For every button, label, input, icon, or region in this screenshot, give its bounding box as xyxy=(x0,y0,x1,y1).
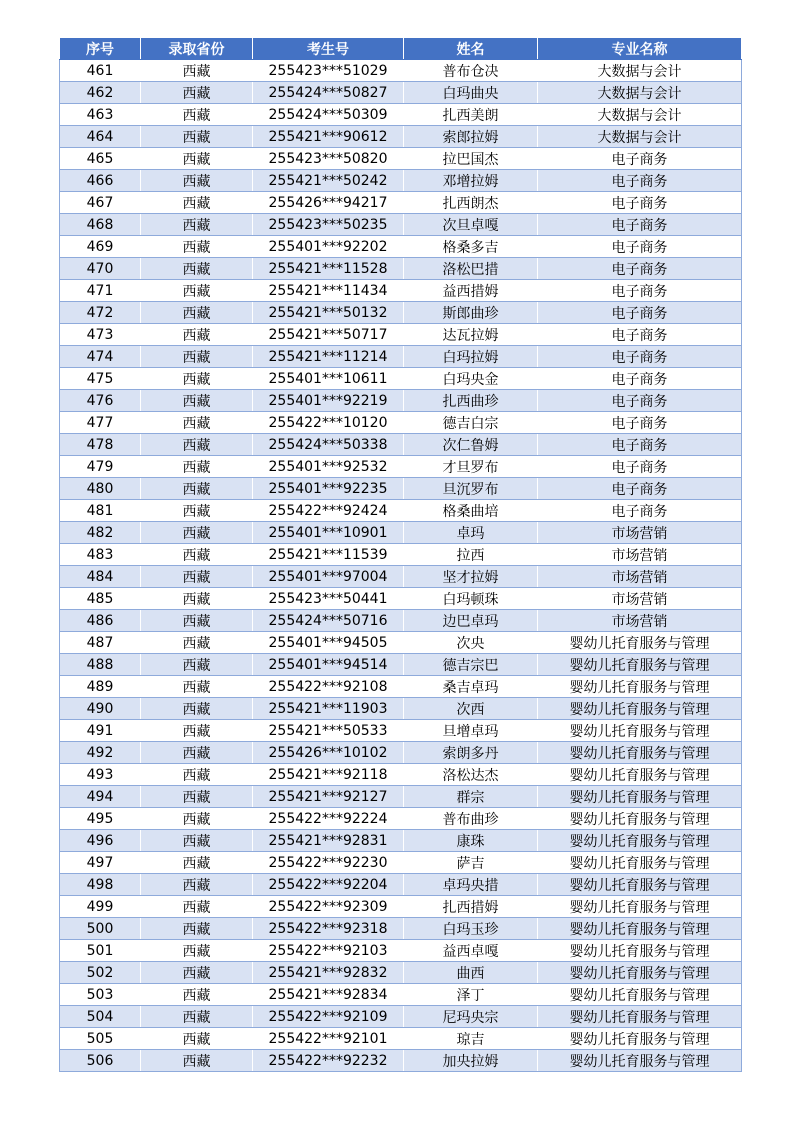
cell-name: 坚才拉姆 xyxy=(404,566,538,588)
cell-exam-number: 255426***10102 xyxy=(253,742,404,764)
cell-province: 西藏 xyxy=(141,874,253,896)
cell-exam-number: 255401***97004 xyxy=(253,566,404,588)
cell-name: 琼吉 xyxy=(404,1028,538,1050)
table-row xyxy=(60,720,742,742)
cell-index: 478 xyxy=(60,434,141,456)
cell-index: 467 xyxy=(60,192,141,214)
cell-exam-number: 255422***92224 xyxy=(253,808,404,830)
cell-name: 扎西朗杰 xyxy=(404,192,538,214)
cell-province: 西藏 xyxy=(141,808,253,830)
cell-major: 婴幼儿托育服务与管理 xyxy=(538,830,742,852)
table-row xyxy=(60,192,742,214)
table-row xyxy=(60,302,742,324)
cell-index: 489 xyxy=(60,676,141,698)
cell-province: 西藏 xyxy=(141,676,253,698)
table-row xyxy=(60,346,742,368)
cell-exam-number: 255401***94514 xyxy=(253,654,404,676)
cell-index: 464 xyxy=(60,126,141,148)
cell-name: 才旦罗布 xyxy=(404,456,538,478)
cell-name: 群宗 xyxy=(404,786,538,808)
cell-name: 白玛曲央 xyxy=(404,82,538,104)
table-row xyxy=(60,588,742,610)
cell-province: 西藏 xyxy=(141,148,253,170)
cell-province: 西藏 xyxy=(141,654,253,676)
cell-exam-number: 255401***92532 xyxy=(253,456,404,478)
cell-exam-number: 255422***92103 xyxy=(253,940,404,962)
cell-name: 普布曲珍 xyxy=(404,808,538,830)
table-row xyxy=(60,148,742,170)
cell-province: 西藏 xyxy=(141,632,253,654)
table-row xyxy=(60,412,742,434)
cell-index: 492 xyxy=(60,742,141,764)
cell-exam-number: 255421***50717 xyxy=(253,324,404,346)
cell-major: 市场营销 xyxy=(538,566,742,588)
cell-province: 西藏 xyxy=(141,214,253,236)
cell-major: 市场营销 xyxy=(538,544,742,566)
cell-index: 486 xyxy=(60,610,141,632)
cell-index: 471 xyxy=(60,280,141,302)
cell-province: 西藏 xyxy=(141,236,253,258)
cell-exam-number: 255421***92834 xyxy=(253,984,404,1006)
cell-exam-number: 255422***92424 xyxy=(253,500,404,522)
cell-index: 481 xyxy=(60,500,141,522)
cell-index: 494 xyxy=(60,786,141,808)
table-row xyxy=(60,654,742,676)
cell-index: 461 xyxy=(60,60,141,82)
header-name: 姓名 xyxy=(404,38,538,60)
cell-major: 大数据与会计 xyxy=(538,104,742,126)
cell-name: 加央拉姆 xyxy=(404,1050,538,1072)
cell-province: 西藏 xyxy=(141,456,253,478)
cell-name: 旦增卓玛 xyxy=(404,720,538,742)
cell-index: 501 xyxy=(60,940,141,962)
cell-index: 463 xyxy=(60,104,141,126)
cell-index: 490 xyxy=(60,698,141,720)
cell-name: 白玛顿珠 xyxy=(404,588,538,610)
cell-province: 西藏 xyxy=(141,786,253,808)
cell-name: 卓玛央措 xyxy=(404,874,538,896)
cell-province: 西藏 xyxy=(141,390,253,412)
cell-index: 482 xyxy=(60,522,141,544)
cell-major: 婴幼儿托育服务与管理 xyxy=(538,676,742,698)
cell-exam-number: 255421***92832 xyxy=(253,962,404,984)
cell-province: 西藏 xyxy=(141,170,253,192)
cell-major: 电子商务 xyxy=(538,148,742,170)
cell-major: 电子商务 xyxy=(538,258,742,280)
cell-name: 次央 xyxy=(404,632,538,654)
table-row xyxy=(60,456,742,478)
cell-name: 白玛玉珍 xyxy=(404,918,538,940)
cell-name: 白玛央金 xyxy=(404,368,538,390)
cell-index: 497 xyxy=(60,852,141,874)
cell-major: 市场营销 xyxy=(538,610,742,632)
cell-province: 西藏 xyxy=(141,126,253,148)
cell-province: 西藏 xyxy=(141,258,253,280)
cell-name: 邓增拉姆 xyxy=(404,170,538,192)
cell-province: 西藏 xyxy=(141,280,253,302)
table-row xyxy=(60,786,742,808)
table-row xyxy=(60,566,742,588)
cell-index: 488 xyxy=(60,654,141,676)
cell-exam-number: 255422***92232 xyxy=(253,1050,404,1072)
cell-major: 婴幼儿托育服务与管理 xyxy=(538,808,742,830)
cell-exam-number: 255421***11539 xyxy=(253,544,404,566)
cell-name: 泽丁 xyxy=(404,984,538,1006)
cell-major: 电子商务 xyxy=(538,324,742,346)
cell-exam-number: 255424***50338 xyxy=(253,434,404,456)
cell-name: 斯郎曲珍 xyxy=(404,302,538,324)
cell-name: 扎西曲珍 xyxy=(404,390,538,412)
table-row xyxy=(60,214,742,236)
table-row xyxy=(60,522,742,544)
table-row xyxy=(60,896,742,918)
cell-exam-number: 255423***50441 xyxy=(253,588,404,610)
cell-index: 496 xyxy=(60,830,141,852)
cell-index: 465 xyxy=(60,148,141,170)
cell-exam-number: 255421***90612 xyxy=(253,126,404,148)
cell-name: 次旦卓嘎 xyxy=(404,214,538,236)
cell-province: 西藏 xyxy=(141,1028,253,1050)
cell-exam-number: 255421***50242 xyxy=(253,170,404,192)
table-row xyxy=(60,104,742,126)
cell-province: 西藏 xyxy=(141,962,253,984)
cell-index: 472 xyxy=(60,302,141,324)
cell-province: 西藏 xyxy=(141,940,253,962)
table-row xyxy=(60,390,742,412)
cell-index: 500 xyxy=(60,918,141,940)
cell-name: 益西措姆 xyxy=(404,280,538,302)
cell-exam-number: 255422***92109 xyxy=(253,1006,404,1028)
cell-exam-number: 255422***92204 xyxy=(253,874,404,896)
cell-exam-number: 255401***92235 xyxy=(253,478,404,500)
cell-province: 西藏 xyxy=(141,984,253,1006)
cell-major: 大数据与会计 xyxy=(538,82,742,104)
cell-province: 西藏 xyxy=(141,104,253,126)
cell-major: 电子商务 xyxy=(538,412,742,434)
cell-index: 470 xyxy=(60,258,141,280)
cell-name: 白玛拉姆 xyxy=(404,346,538,368)
cell-index: 498 xyxy=(60,874,141,896)
table-row xyxy=(60,324,742,346)
cell-index: 479 xyxy=(60,456,141,478)
cell-name: 拉巴国杰 xyxy=(404,148,538,170)
cell-index: 474 xyxy=(60,346,141,368)
cell-exam-number: 255421***50533 xyxy=(253,720,404,742)
cell-exam-number: 255423***51029 xyxy=(253,60,404,82)
cell-province: 西藏 xyxy=(141,302,253,324)
table-row xyxy=(60,676,742,698)
table-row xyxy=(60,1028,742,1050)
table-row xyxy=(60,830,742,852)
cell-major: 婴幼儿托育服务与管理 xyxy=(538,1028,742,1050)
cell-index: 499 xyxy=(60,896,141,918)
cell-province: 西藏 xyxy=(141,610,253,632)
table-row xyxy=(60,918,742,940)
table-row xyxy=(60,544,742,566)
header-row xyxy=(60,38,742,60)
cell-name: 普布仓决 xyxy=(404,60,538,82)
cell-name: 康珠 xyxy=(404,830,538,852)
cell-major: 电子商务 xyxy=(538,214,742,236)
cell-province: 西藏 xyxy=(141,522,253,544)
cell-exam-number: 255421***92127 xyxy=(253,786,404,808)
cell-major: 电子商务 xyxy=(538,236,742,258)
cell-name: 扎西措姆 xyxy=(404,896,538,918)
cell-exam-number: 255421***11214 xyxy=(253,346,404,368)
cell-province: 西藏 xyxy=(141,60,253,82)
cell-name: 桑吉卓玛 xyxy=(404,676,538,698)
cell-province: 西藏 xyxy=(141,1006,253,1028)
cell-major: 电子商务 xyxy=(538,346,742,368)
cell-name: 洛松达杰 xyxy=(404,764,538,786)
cell-major: 婴幼儿托育服务与管理 xyxy=(538,1006,742,1028)
cell-major: 婴幼儿托育服务与管理 xyxy=(538,632,742,654)
table-row xyxy=(60,170,742,192)
cell-province: 西藏 xyxy=(141,82,253,104)
cell-major: 电子商务 xyxy=(538,280,742,302)
cell-exam-number: 255423***50235 xyxy=(253,214,404,236)
cell-major: 婴幼儿托育服务与管理 xyxy=(538,764,742,786)
cell-major: 婴幼儿托育服务与管理 xyxy=(538,1050,742,1072)
cell-major: 婴幼儿托育服务与管理 xyxy=(538,654,742,676)
cell-name: 尼玛央宗 xyxy=(404,1006,538,1028)
admission-table xyxy=(59,37,742,1072)
cell-name: 达瓦拉姆 xyxy=(404,324,538,346)
cell-index: 475 xyxy=(60,368,141,390)
cell-name: 格桑多吉 xyxy=(404,236,538,258)
cell-major: 婴幼儿托育服务与管理 xyxy=(538,698,742,720)
cell-name: 卓玛 xyxy=(404,522,538,544)
cell-exam-number: 255421***11434 xyxy=(253,280,404,302)
cell-index: 491 xyxy=(60,720,141,742)
cell-exam-number: 255424***50716 xyxy=(253,610,404,632)
cell-name: 益西卓嘎 xyxy=(404,940,538,962)
cell-name: 次西 xyxy=(404,698,538,720)
cell-province: 西藏 xyxy=(141,720,253,742)
cell-name: 德吉白宗 xyxy=(404,412,538,434)
table-row xyxy=(60,808,742,830)
cell-exam-number: 255401***92219 xyxy=(253,390,404,412)
cell-name: 旦沉罗布 xyxy=(404,478,538,500)
cell-major: 电子商务 xyxy=(538,302,742,324)
cell-province: 西藏 xyxy=(141,918,253,940)
table-row xyxy=(60,852,742,874)
cell-exam-number: 255421***11528 xyxy=(253,258,404,280)
cell-index: 504 xyxy=(60,1006,141,1028)
cell-index: 495 xyxy=(60,808,141,830)
cell-exam-number: 255424***50309 xyxy=(253,104,404,126)
cell-exam-number: 255423***50820 xyxy=(253,148,404,170)
cell-exam-number: 255422***92101 xyxy=(253,1028,404,1050)
cell-index: 502 xyxy=(60,962,141,984)
cell-exam-number: 255424***50827 xyxy=(253,82,404,104)
cell-index: 503 xyxy=(60,984,141,1006)
cell-index: 477 xyxy=(60,412,141,434)
cell-name: 次仁鲁姆 xyxy=(404,434,538,456)
table-row xyxy=(60,940,742,962)
cell-exam-number: 255421***92831 xyxy=(253,830,404,852)
cell-index: 469 xyxy=(60,236,141,258)
cell-name: 德吉宗巴 xyxy=(404,654,538,676)
cell-province: 西藏 xyxy=(141,588,253,610)
cell-province: 西藏 xyxy=(141,434,253,456)
cell-major: 婴幼儿托育服务与管理 xyxy=(538,786,742,808)
cell-province: 西藏 xyxy=(141,764,253,786)
table-row xyxy=(60,1006,742,1028)
cell-province: 西藏 xyxy=(141,566,253,588)
cell-province: 西藏 xyxy=(141,346,253,368)
cell-province: 西藏 xyxy=(141,192,253,214)
cell-name: 拉西 xyxy=(404,544,538,566)
table-row xyxy=(60,280,742,302)
header-exam-number: 考生号 xyxy=(253,38,404,60)
cell-exam-number: 255422***10120 xyxy=(253,412,404,434)
cell-index: 468 xyxy=(60,214,141,236)
cell-major: 电子商务 xyxy=(538,192,742,214)
cell-major: 婴幼儿托育服务与管理 xyxy=(538,742,742,764)
admission-sheet xyxy=(59,37,741,1072)
cell-index: 485 xyxy=(60,588,141,610)
cell-index: 483 xyxy=(60,544,141,566)
cell-major: 婴幼儿托育服务与管理 xyxy=(538,984,742,1006)
cell-index: 466 xyxy=(60,170,141,192)
table-row xyxy=(60,1050,742,1072)
cell-exam-number: 255422***92309 xyxy=(253,896,404,918)
cell-major: 电子商务 xyxy=(538,368,742,390)
cell-province: 西藏 xyxy=(141,544,253,566)
header-major: 专业名称 xyxy=(538,38,742,60)
cell-exam-number: 255422***92230 xyxy=(253,852,404,874)
table-row xyxy=(60,126,742,148)
cell-province: 西藏 xyxy=(141,698,253,720)
cell-major: 婴幼儿托育服务与管理 xyxy=(538,940,742,962)
cell-province: 西藏 xyxy=(141,368,253,390)
cell-exam-number: 255422***92108 xyxy=(253,676,404,698)
cell-major: 电子商务 xyxy=(538,434,742,456)
table-row xyxy=(60,984,742,1006)
cell-name: 索朗多丹 xyxy=(404,742,538,764)
cell-exam-number: 255421***92118 xyxy=(253,764,404,786)
cell-name: 扎西美朗 xyxy=(404,104,538,126)
cell-index: 493 xyxy=(60,764,141,786)
cell-major: 婴幼儿托育服务与管理 xyxy=(538,720,742,742)
cell-name: 曲西 xyxy=(404,962,538,984)
cell-exam-number: 255401***10611 xyxy=(253,368,404,390)
cell-major: 市场营销 xyxy=(538,588,742,610)
cell-province: 西藏 xyxy=(141,1050,253,1072)
table-row xyxy=(60,742,742,764)
cell-province: 西藏 xyxy=(141,324,253,346)
cell-exam-number: 255401***10901 xyxy=(253,522,404,544)
cell-index: 505 xyxy=(60,1028,141,1050)
cell-index: 473 xyxy=(60,324,141,346)
cell-exam-number: 255421***50132 xyxy=(253,302,404,324)
cell-name: 边巴卓玛 xyxy=(404,610,538,632)
cell-major: 电子商务 xyxy=(538,500,742,522)
cell-major: 婴幼儿托育服务与管理 xyxy=(538,896,742,918)
table-row xyxy=(60,698,742,720)
cell-index: 487 xyxy=(60,632,141,654)
cell-major: 婴幼儿托育服务与管理 xyxy=(538,918,742,940)
cell-major: 电子商务 xyxy=(538,170,742,192)
table-row xyxy=(60,236,742,258)
cell-major: 电子商务 xyxy=(538,478,742,500)
table-row xyxy=(60,962,742,984)
cell-name: 洛松巴措 xyxy=(404,258,538,280)
cell-province: 西藏 xyxy=(141,896,253,918)
table-row xyxy=(60,874,742,896)
cell-province: 西藏 xyxy=(141,500,253,522)
header-province: 录取省份 xyxy=(141,38,253,60)
cell-index: 506 xyxy=(60,1050,141,1072)
table-row xyxy=(60,82,742,104)
cell-province: 西藏 xyxy=(141,742,253,764)
table-row xyxy=(60,478,742,500)
table-row xyxy=(60,60,742,82)
cell-exam-number: 255426***94217 xyxy=(253,192,404,214)
table-row xyxy=(60,434,742,456)
cell-index: 476 xyxy=(60,390,141,412)
cell-index: 484 xyxy=(60,566,141,588)
cell-exam-number: 255421***11903 xyxy=(253,698,404,720)
cell-province: 西藏 xyxy=(141,478,253,500)
cell-index: 462 xyxy=(60,82,141,104)
cell-major: 市场营销 xyxy=(538,522,742,544)
cell-name: 格桑曲培 xyxy=(404,500,538,522)
table-row xyxy=(60,632,742,654)
cell-name: 索郎拉姆 xyxy=(404,126,538,148)
cell-major: 大数据与会计 xyxy=(538,126,742,148)
cell-major: 婴幼儿托育服务与管理 xyxy=(538,874,742,896)
table-row xyxy=(60,368,742,390)
table-row xyxy=(60,764,742,786)
table-row xyxy=(60,500,742,522)
table-row xyxy=(60,258,742,280)
cell-exam-number: 255401***94505 xyxy=(253,632,404,654)
cell-name: 萨吉 xyxy=(404,852,538,874)
cell-exam-number: 255401***92202 xyxy=(253,236,404,258)
table-body xyxy=(60,60,742,1072)
cell-index: 480 xyxy=(60,478,141,500)
cell-exam-number: 255422***92318 xyxy=(253,918,404,940)
cell-major: 电子商务 xyxy=(538,456,742,478)
cell-province: 西藏 xyxy=(141,852,253,874)
cell-province: 西藏 xyxy=(141,830,253,852)
cell-major: 大数据与会计 xyxy=(538,60,742,82)
cell-major: 婴幼儿托育服务与管理 xyxy=(538,962,742,984)
cell-major: 婴幼儿托育服务与管理 xyxy=(538,852,742,874)
cell-province: 西藏 xyxy=(141,412,253,434)
header-index: 序号 xyxy=(60,38,141,60)
table-row xyxy=(60,610,742,632)
cell-major: 电子商务 xyxy=(538,390,742,412)
